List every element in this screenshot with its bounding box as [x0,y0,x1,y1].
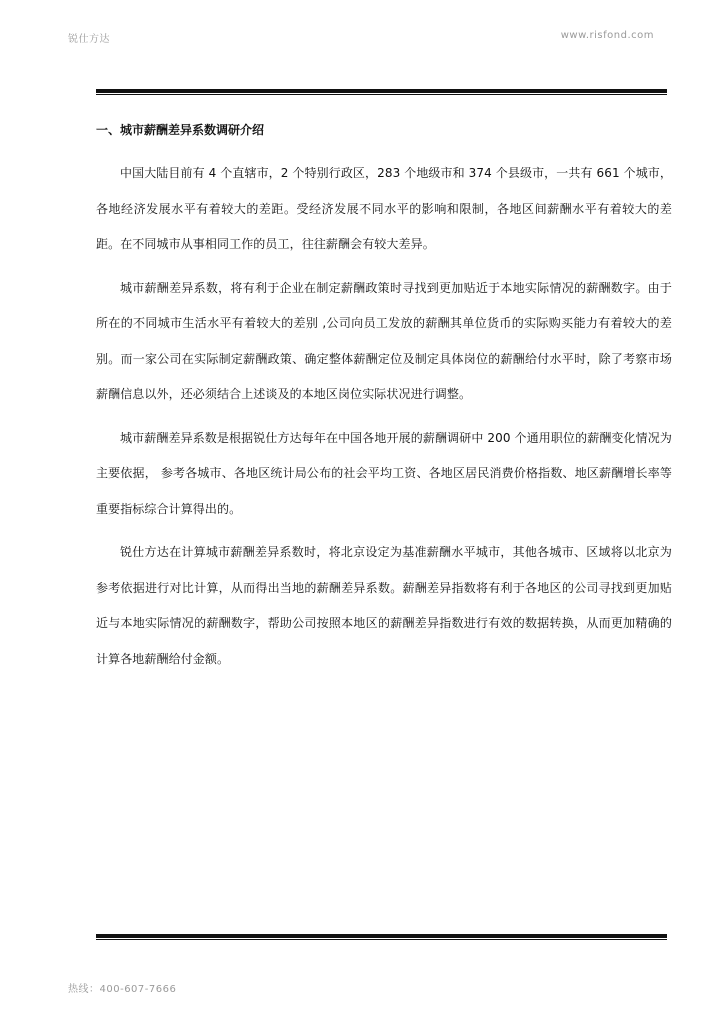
header-website: www.risfond.com [560,30,654,41]
top-divider-thick [96,89,667,93]
footer-hotline: 热线：400-607-7666 [68,984,177,995]
paragraph-2: 城市薪酬差异系数，将有利于企业在制定薪酬政策时寻找到更加贴近于本地实际情况的薪酬数字。由于所在的不同城市生活水平有着较大的差别 ,公司向员工发放的薪酬其单位货币的实际购买能力有着较大的差别。而一家公司在实际制定薪酬政策、确定整体薪酬定位及制定具体岗位的薪酬给付水平时，除了考察市场薪酬信息以外，还必须结合上述谈及的本地区岗位实际状况进行调整。 [96,280,672,401]
header-brand: 锐仕方达 [68,34,110,45]
section-title: 一、城市薪酬差异系数调研介绍 [96,123,265,137]
bottom-divider-thick [96,934,667,938]
document-body [96,118,672,685]
bottom-divider-thin [96,939,667,940]
paragraph-1: 中国大陆目前有 4 个直辖市，2 个特别行政区，283 个地级市和 374 个县级市，一共有 661 个城市，各地经济发展水平有着较大的差距。受经济发展不同水平的影响和限制，各地区间薪酬水平有着较大的差距。在不同城市从事相同工作的员工，往往薪酬会有较大差异。 [96,166,673,251]
bottom-divider [96,934,667,940]
paragraph-4: 锐仕方达在计算城市薪酬差异系数时，将北京设定为基准薪酬水平城市，其他各城市、区域将以北京为参考依据进行对比计算，从而得出当地的薪酬差异系数。薪酬差异指数将有利于各地区的公司寻找到更加贴近与本地实际情况的薪酬数字，帮助公司按照本地区的薪酬差异指数进行有效的数据转换，从而更加精确的计算各地薪酬给付金额。 [96,545,672,666]
top-divider-thin [96,94,667,95]
paragraph-3: 城市薪酬差异系数是根据锐仕方达每年在中国各地开展的薪酬调研中 200 个通用职位的薪酬变化情况为主要依据， 参考各城市、各地区统计局公布的社会平均工资、各地区居民消费价格指数、地区薪酬增长率等重要指标综合计算得出的。 [96,430,672,516]
top-divider [96,89,667,95]
